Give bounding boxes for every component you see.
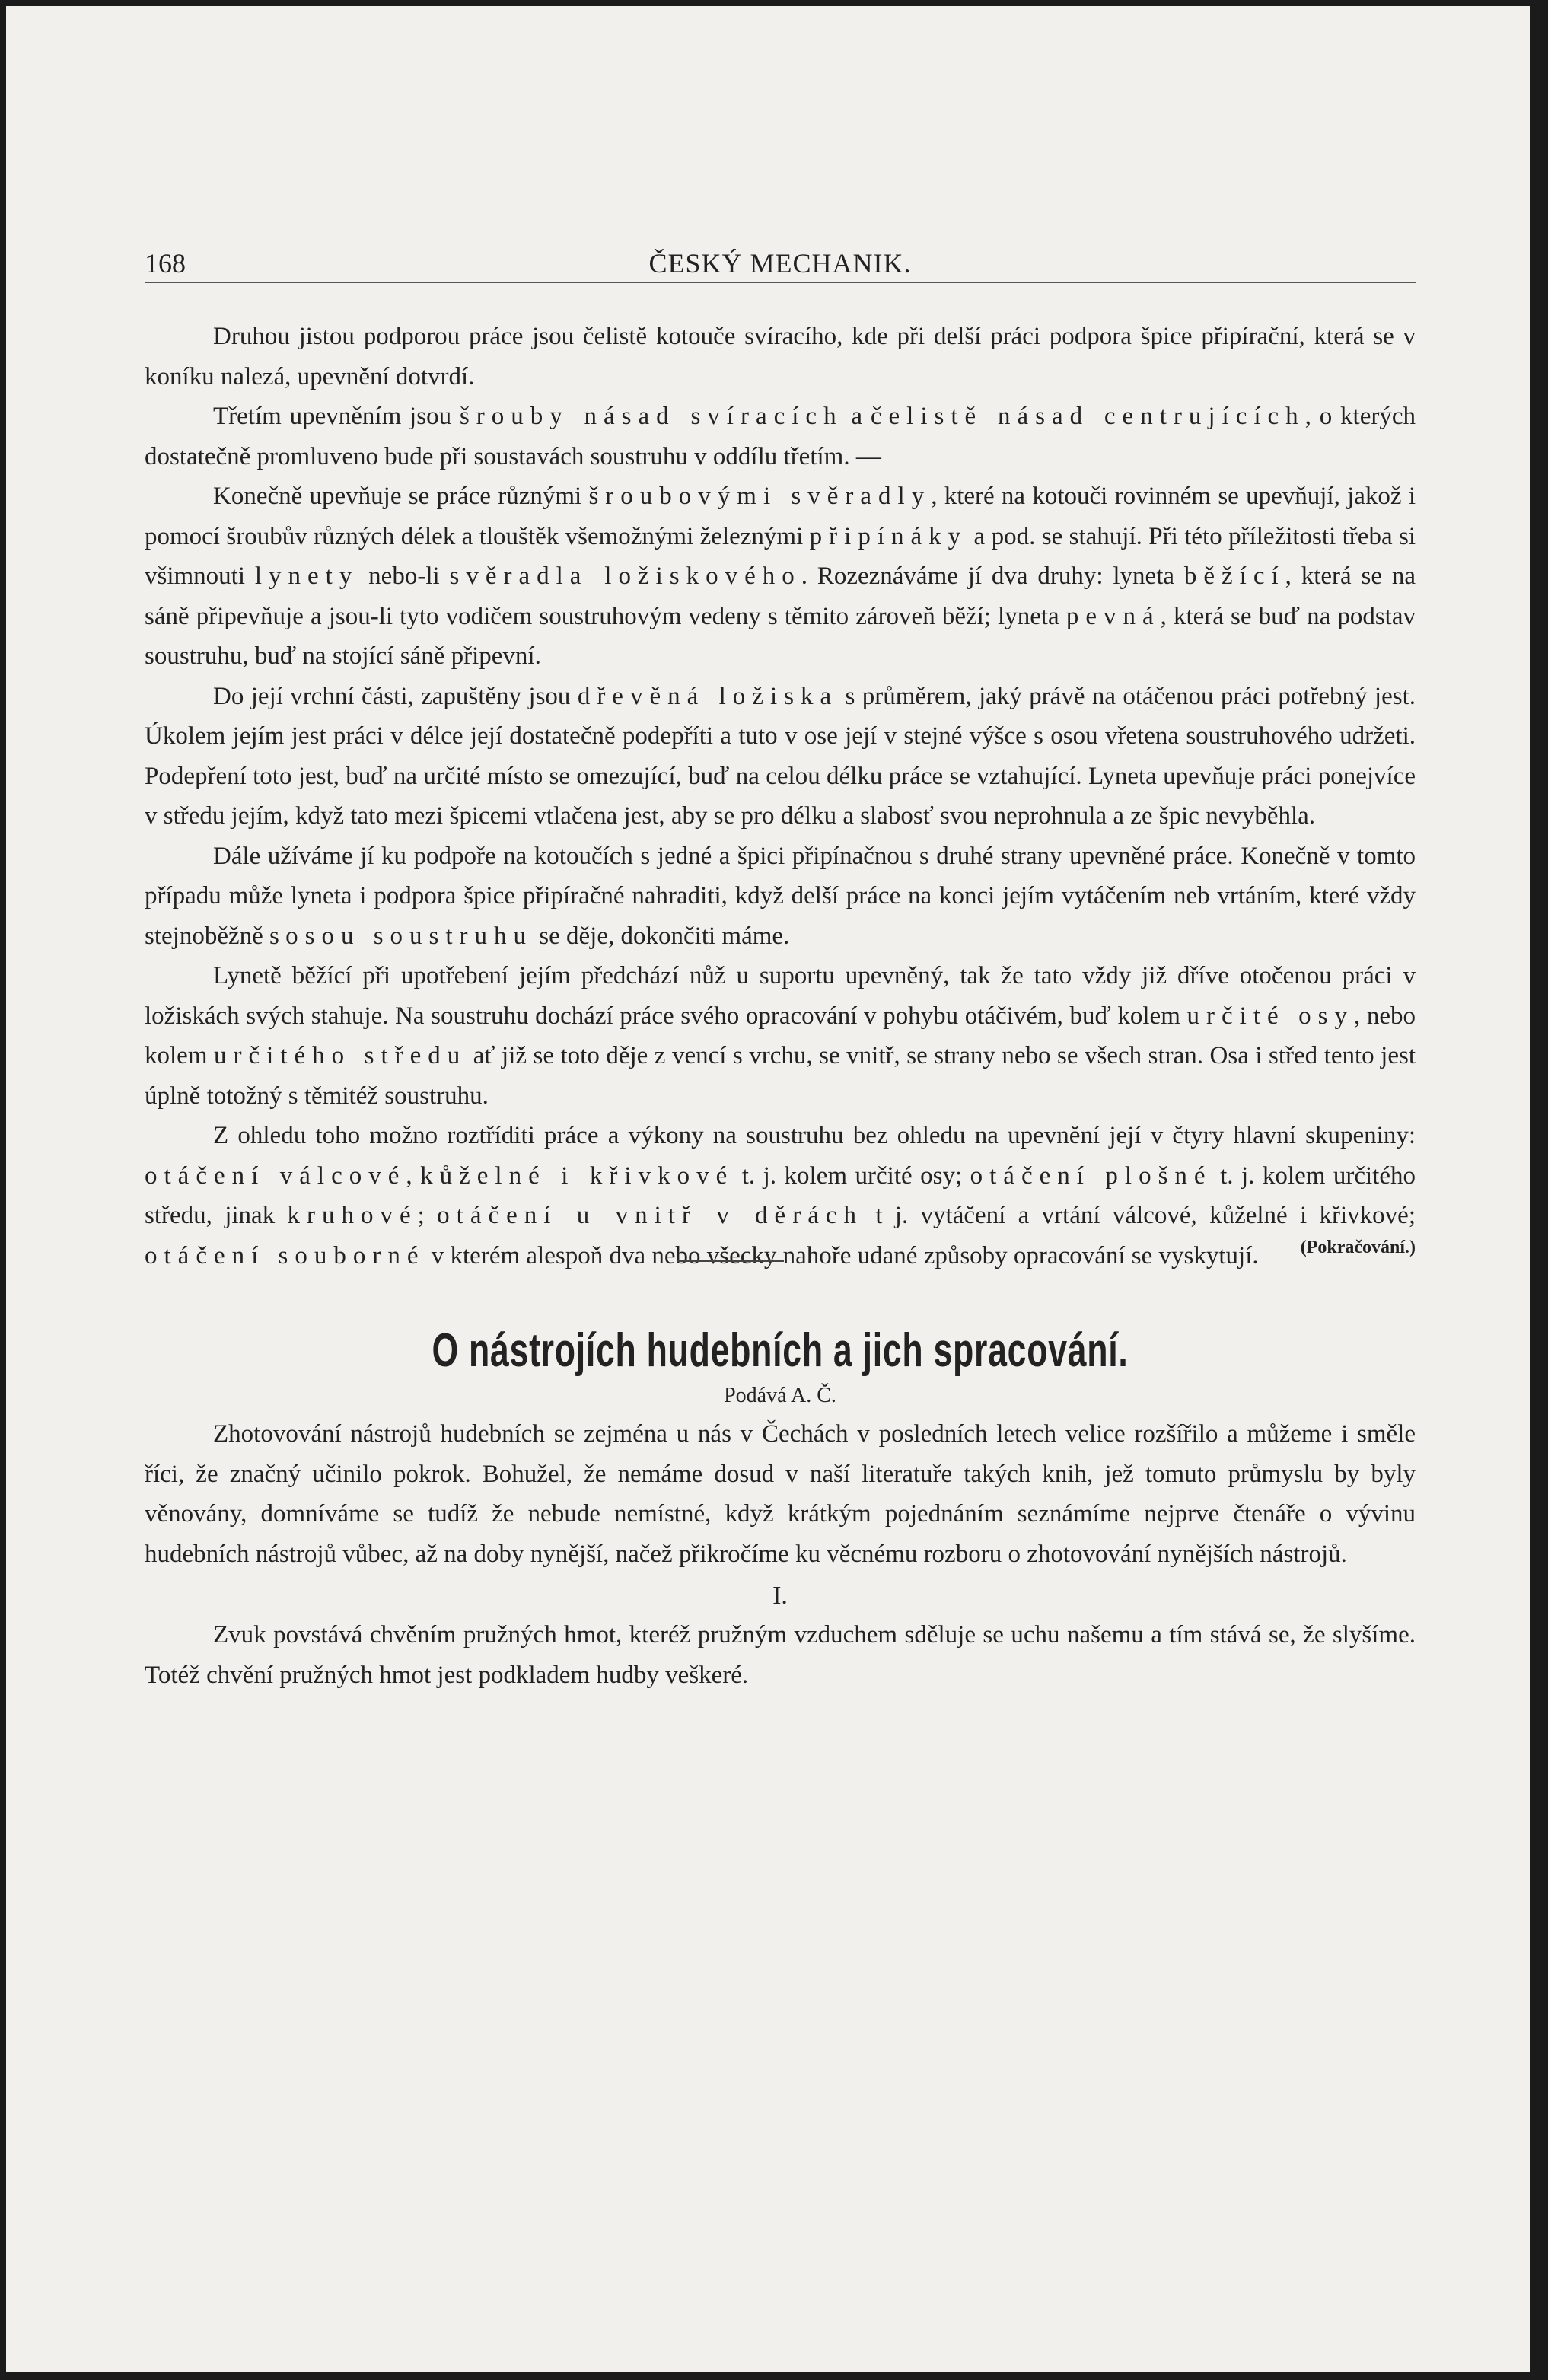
text-run: Třetím upevněním jsou — [213, 403, 460, 430]
paragraph — [145, 677, 1416, 836]
spaced-term: určité osy — [1186, 1002, 1355, 1030]
text-run: ; — [417, 1202, 438, 1229]
article-body — [145, 317, 1416, 1695]
text-run: a pod. se stahují. Při této příležitosti třeba si všimnouti — [145, 522, 1416, 590]
text-run: , které na kotouči rovinném se upevňují, jakož i pomocí šroubův různých délek a tlouštěk všemožnými železnými — [145, 483, 1416, 550]
spaced-term: svěradla ložiskového — [449, 562, 801, 590]
article-title: O nástrojích hudebních a jich spracování. — [432, 1324, 1129, 1377]
paragraph — [145, 1116, 1416, 1276]
spaced-term: kruhové — [287, 1202, 418, 1229]
spaced-term: šroubovými svěradly — [588, 483, 932, 510]
text-run: Do její vrchní části, zapuštěny jsou — [213, 682, 578, 710]
section-number: I. — [772, 1582, 788, 1610]
text-run: , — [406, 1161, 421, 1190]
spaced-term: lynety — [254, 562, 359, 590]
paragraph — [145, 836, 1416, 957]
text-run: , o kterých dostatečně promluveno bude při soustavách soustruhu v oddílu třetím. — — [145, 403, 1416, 470]
spaced-term: šrouby násad svíracích — [459, 403, 843, 430]
text-run: v kterém alespoň dva nebo všecky nahoře udané způsoby opracování se vyskytují. — [425, 1241, 1259, 1270]
paragraph — [145, 476, 1416, 677]
spaced-term: otáčení u vnitř v děrách — [437, 1202, 863, 1229]
text-run: Konečně upevňuje se práce různými — [213, 483, 589, 510]
text-run: Lynetě běžící při upotřebení jejím předchází nůž u suportu upevněný, tak že tato vždy již dříve otočenou práci v ložiskách svých stahuje. Na soustruhu dochází práce svého opracování v pohybu otáčivém, buď kolem — [145, 962, 1416, 1030]
spaced-term: otáčení válcové — [145, 1161, 406, 1190]
page-content — [145, 248, 1416, 1695]
running-header — [145, 248, 1416, 283]
journal-title: ČESKÝ MECHANIK. — [648, 248, 912, 279]
spaced-term: kůželné i křivkové — [420, 1161, 734, 1190]
page-number: 168 — [145, 248, 186, 279]
text-run: . Rozeznáváme jí dva druhy: lyneta — [801, 562, 1184, 590]
text-run: s průměrem, jaký právě na otáčenou práci potřebný jest. Úkolem jejím jest práci v délce její dostatečně podepříti a tuto v ose její v stejné výšce s osou vřetena soustruhového udržeti. Podepření toto jest, buď na určité místo se omezující, buď na celou délku práce se vztahující. Lyneta upevňuje práci ponejvíce v středu jejím, když tato mezi špicemi vtlačena jest, aby se pro délku a slabosť svou neprohnula a ze špic nevyběhla. — [145, 682, 1416, 830]
spaced-term: dřevěná ložiska — [577, 682, 839, 710]
spaced-term: čelistě násad centrujících — [870, 403, 1305, 430]
article-byline: Podává A. Č. — [724, 1384, 836, 1407]
spaced-term: otáčení plošné — [970, 1161, 1212, 1190]
text-run: t. j. kolem určitého středu, jinak — [145, 1161, 1416, 1229]
text-run: se děje, dokončiti máme. — [533, 922, 790, 950]
text-run: Z ohledu toho možno roztříditi práce a výkony na soustruhu bez ohledu na upevnění její v čtyry hlavní skupeniny: — [213, 1122, 1416, 1149]
text-run: nebo-li — [358, 562, 450, 590]
spaced-term: osou soustruhu — [285, 922, 534, 950]
spaced-term: připínáky — [809, 522, 968, 550]
paragraph: Zvuk povstává chvěním pružných hmot, kteréž pružným vzduchem sděluje se uchu našemu a tím stává se, že slyšíme. Totéž chvění pružných hmot jest podkladem hudby veškeré. — [145, 1621, 1416, 1689]
text-run: Dále užíváme jí ku podpoře na kotoučích s jedné a špici připínačnou s druhé strany upevněné práce. Konečně v tomto případu může lyneta i podpora špice připíračné nahraditi, když delší práce na konci jejím vytáčením neb vrtáním, které vždy stejnoběžně s — [145, 842, 1416, 950]
spaced-term: určitého středu — [214, 1042, 467, 1069]
document-page — [6, 6, 1530, 2372]
text-run: , nebo kolem — [145, 1002, 1416, 1069]
separator-line — [677, 1260, 784, 1262]
text-run: t. j. kolem určité osy; — [734, 1161, 970, 1190]
paragraph — [145, 397, 1416, 476]
spaced-term: pevná — [1065, 602, 1161, 630]
continued-note: (Pokračování.) — [1300, 1238, 1416, 1257]
text-run: ať již se toto děje z vencí s vrchu, se vnitř, se strany nebo se všech stran. Osa i střed tento jest úplně totožný s těmitéž soustruhu. — [145, 1042, 1416, 1110]
spaced-term: běžící — [1183, 562, 1285, 590]
text-run: , která se buď na podstav soustruhu, buď na stojící sáně připevní. — [145, 602, 1416, 670]
paragraph — [145, 956, 1416, 1116]
text-run: t j. vytáčení a vrtání válcové, kůželné i křivkové; — [863, 1202, 1416, 1229]
text-run: , která se na sáně připevňuje a jsou-li tyto vodičem soustruhovým vedeny s těmito zároveň běží; lyneta — [145, 562, 1416, 630]
spaced-term: otáčení souborné — [145, 1241, 425, 1270]
paragraph: Druhou jistou podporou práce jsou čelistě kotouče svíracího, kde při delší práci podpora špice připírační, která se v koníku nalezá, upevnění dotvrdí. — [145, 323, 1416, 390]
text-run: a — [842, 403, 871, 430]
paragraph: Zhotovování nástrojů hudebních se zejména u nás v Čechách v posledních letech velice rozšířilo a můžeme i směle říci, že značný učinilo pokrok. Bohužel, že nemáme dosud v naší literatuře takých knih, jež tomuto průmyslu by byly věnovány, domníváme se tudíž že nebude nemístné, když krátkým pojednáním seznámíme nejprve čtenáře o vývinu hudebních nástrojů vůbec, až na doby nynější, načež přikročíme ku věcnému rozboru o zhotovování nynějších nástrojů. — [145, 1420, 1416, 1568]
